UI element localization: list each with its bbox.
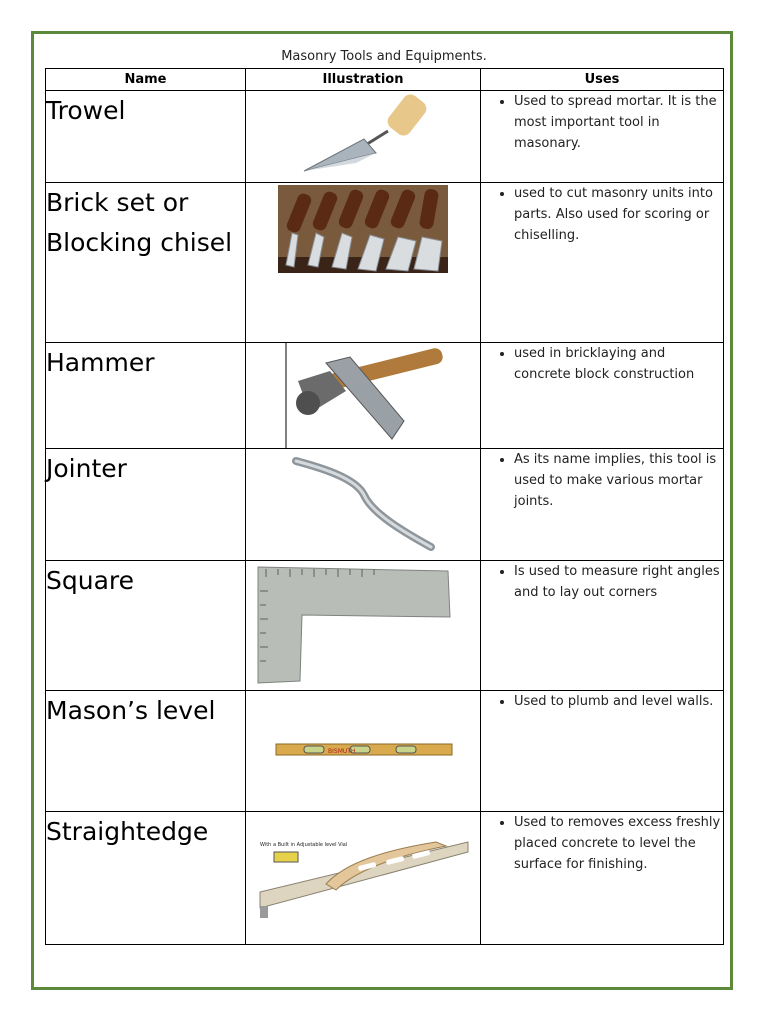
header-illustration: Illustration	[246, 69, 481, 91]
use-item: • As its name implies, this tool is used to make various mortar joints.	[514, 449, 723, 512]
tool-name: Jointer	[46, 449, 246, 561]
tools-table	[45, 68, 724, 945]
level-brand-label: BISMUTH	[328, 748, 356, 755]
tool-use	[481, 812, 724, 945]
tool-name: Straightedge	[46, 812, 246, 945]
use-item: • Is used to measure right angles and to lay out corners	[514, 561, 723, 603]
tool-name: Brick set or Blocking chisel	[46, 183, 246, 343]
table-row	[46, 343, 724, 449]
jointer-illustration	[246, 449, 481, 561]
square-illustration	[246, 561, 481, 691]
table-row	[46, 91, 724, 183]
table-row	[46, 691, 724, 812]
tool-use	[481, 561, 724, 691]
straightedge-caption: With a Built in Adjustable level Vial	[260, 842, 348, 848]
table-row	[46, 183, 724, 343]
tool-use	[481, 691, 724, 812]
table-caption: Masonry Tools and Equipments.	[281, 49, 487, 64]
trowel-illustration	[246, 91, 481, 183]
tool-use	[481, 183, 724, 343]
tool-use	[481, 343, 724, 449]
tool-use	[481, 91, 724, 183]
tool-name: Hammer	[46, 343, 246, 449]
use-item: • Used to plumb and level walls.	[514, 691, 723, 712]
use-item: • used in bricklaying and concrete block construction	[514, 343, 723, 385]
hammer-illustration	[246, 343, 481, 449]
table-row	[46, 812, 724, 945]
tool-name: Trowel	[46, 91, 246, 183]
header-uses: Uses	[481, 69, 724, 91]
table-row	[46, 561, 724, 691]
tool-name: Mason’s level	[46, 691, 246, 812]
tool-use	[481, 449, 724, 561]
header-name: Name	[46, 69, 246, 91]
chisel-set-illustration	[246, 183, 481, 343]
level-illustration	[246, 691, 481, 812]
straightedge-illustration	[246, 812, 481, 945]
use-item: • used to cut masonry units into parts. Also used for scoring or chiselling.	[514, 183, 723, 246]
table-row	[46, 449, 724, 561]
tool-name: Square	[46, 561, 246, 691]
use-item: • Used to removes excess freshly placed concrete to level the surface for finishing.	[514, 812, 723, 875]
header-row	[46, 69, 724, 91]
use-item: • Used to spread mortar. It is the most important tool in masonary.	[514, 91, 723, 154]
